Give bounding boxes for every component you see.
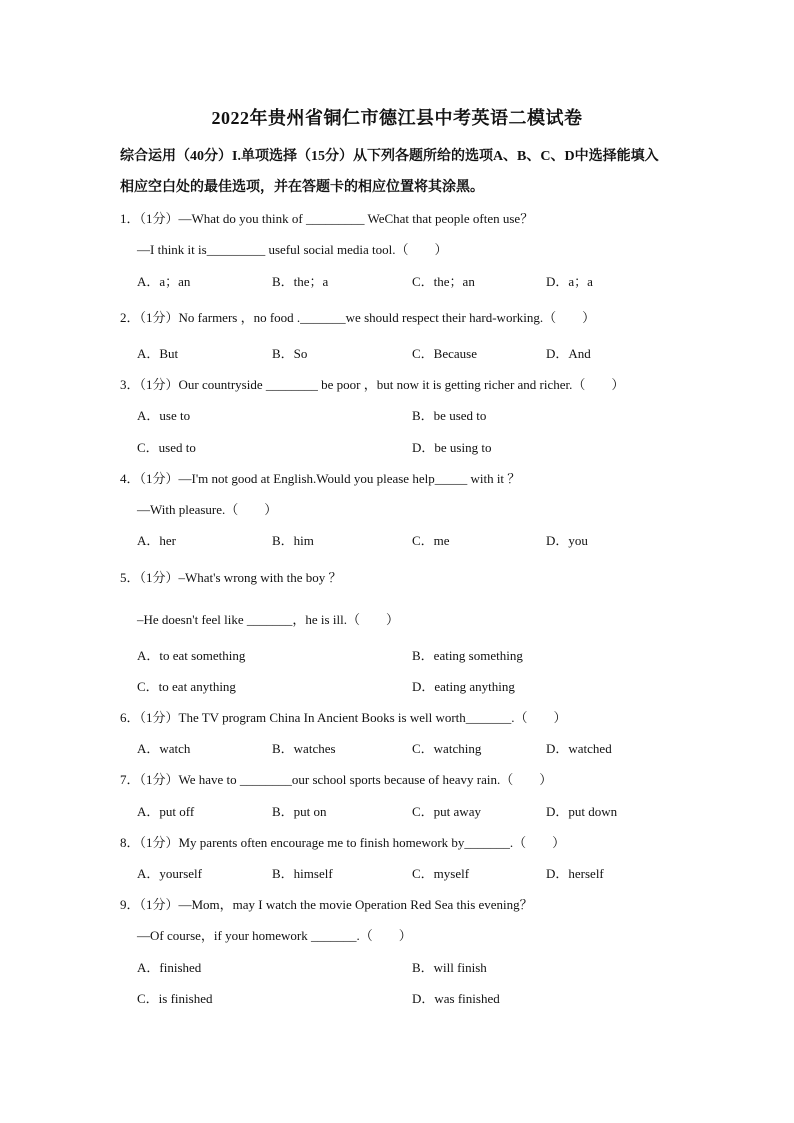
question-5-option-b: B．eating something — [412, 648, 523, 663]
question-1-option-c: C．the；an — [412, 274, 475, 289]
question-5-reply: –He doesn't feel like _______，he is ill.（ ） — [137, 612, 399, 627]
question-9-option-b: B．will finish — [412, 960, 487, 975]
question-3-option-a: A．use to — [137, 408, 191, 423]
section-instructions-line-2: 相应空白处的最佳选项，并在答题卡的相应位置将其涂黑。 — [120, 180, 484, 195]
question-6-option-a: A．watch — [137, 741, 191, 756]
question-2-option-d: D．And — [546, 346, 591, 361]
question-4-option-b: B．him — [272, 533, 314, 548]
question-7-option-a: A．put off — [137, 804, 195, 819]
question-5-stem: 5．（1分）–What's wrong with the boy ？ — [120, 570, 342, 585]
question-2-option-c: C．Because — [412, 346, 477, 361]
question-1-option-a: A．a；an — [137, 274, 191, 289]
question-4-option-c: C．me — [412, 533, 450, 548]
question-4-reply: —With pleasure.（ ） — [137, 502, 278, 517]
question-1-reply: —I think it is_________ useful social media tool.（ ） — [137, 242, 448, 257]
question-1-stem: 1．（1分）—What do you think of _________ WeChat that people often use？ — [120, 211, 534, 226]
question-2-stem: 2．（1分）No farmers ，no food ._______we should respect their hard-working.（ ） — [120, 310, 596, 325]
question-3-stem: 3．（1分）Our countryside ________ be poor ，but now it is getting richer and richer.（ ） — [120, 377, 625, 392]
question-3-option-c: C．used to — [137, 440, 196, 455]
question-8-option-d: D．herself — [546, 866, 604, 881]
question-8-option-a: A．yourself — [137, 866, 202, 881]
question-9-reply: —Of course，if your homework _______.（ ） — [137, 928, 412, 943]
question-7-option-b: B．put on — [272, 804, 327, 819]
question-5-option-a: A．to eat something — [137, 648, 246, 663]
question-7-option-d: D．put down — [546, 804, 618, 819]
question-8-option-b: B．himself — [272, 866, 333, 881]
question-4-option-d: D．you — [546, 533, 588, 548]
question-3-option-d: D．be using to — [412, 440, 492, 455]
question-6-stem: 6．（1分）The TV program China In Ancient Books is well worth_______.（ ） — [120, 710, 567, 725]
question-7-option-c: C．put away — [412, 804, 481, 819]
question-5-option-d: D．eating anything — [412, 679, 515, 694]
page-title: 2022年贵州省铜仁市德江县中考英语二模试卷 — [211, 108, 583, 128]
question-1-option-d: D．a；a — [546, 274, 593, 289]
question-2-option-a: A．But — [137, 346, 179, 361]
question-6-option-c: C．watching — [412, 741, 482, 756]
question-3-option-b: B．be used to — [412, 408, 487, 423]
question-9-option-c: C．is finished — [137, 991, 213, 1006]
question-9-stem: 9．（1分）—Mom，may I watch the movie Operation Red Sea this evening？ — [120, 897, 533, 912]
question-5-option-c: C．to eat anything — [137, 679, 236, 694]
question-1-option-b: B．the；a — [272, 274, 329, 289]
question-8-option-c: C．myself — [412, 866, 470, 881]
question-4-stem: 4．（1分）—I'm not good at English.Would you please help_____ with it ？ — [120, 471, 521, 486]
question-9-option-a: A．finished — [137, 960, 202, 975]
section-instructions-line-1: 综合运用（40分）I.单项选择（15分）从下列各题所给的选项A、B、C、D中选择能填入 — [120, 149, 659, 164]
question-7-stem: 7．（1分）We have to ________our school sports because of heavy rain.（ ） — [120, 772, 553, 787]
question-8-stem: 8．（1分）My parents often encourage me to finish homework by_______.（ ） — [120, 835, 566, 850]
question-4-option-a: A．her — [137, 533, 176, 548]
question-9-option-d: D．was finished — [412, 991, 500, 1006]
question-2-option-b: B．So — [272, 346, 308, 361]
question-6-option-d: D．watched — [546, 741, 612, 756]
question-6-option-b: B．watches — [272, 741, 336, 756]
